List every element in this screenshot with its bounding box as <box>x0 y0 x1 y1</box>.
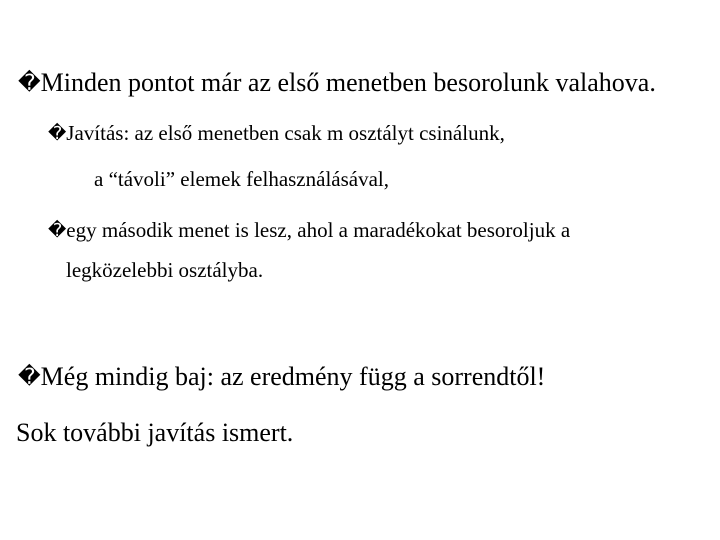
bullet-item-level1 <box>18 364 545 390</box>
continuation-line <box>94 169 389 190</box>
continuation-text: a “távoli” elemek felhasználásával, <box>94 167 390 191</box>
bullet-text: Minden pontot már az első menetben besorolunk valahova. <box>40 68 656 97</box>
bullet-glyph-icon: � <box>18 69 41 96</box>
bullet-item-level1 <box>18 70 656 96</box>
continuation-line <box>66 260 263 281</box>
bullet-glyph-icon: � <box>48 220 67 242</box>
bullet-text: egy második menet is lesz, ahol a maradékokat besoroljuk a <box>66 218 571 242</box>
plain-text: Sok további javítás ismert. <box>16 418 294 447</box>
bullet-text: Még mindig baj: az eredmény függ a sorrendtől! <box>40 362 546 391</box>
bullet-text: Javítás: az első menetben csak m osztályt csinálunk, <box>66 121 505 145</box>
continuation-text: legközelebbi osztályba. <box>66 258 264 282</box>
bullet-glyph-icon: � <box>18 363 41 390</box>
plain-text-line <box>16 420 293 446</box>
bullet-glyph-icon: � <box>48 123 67 145</box>
bullet-item-level2 <box>48 123 505 144</box>
bullet-item-level2 <box>48 220 570 241</box>
